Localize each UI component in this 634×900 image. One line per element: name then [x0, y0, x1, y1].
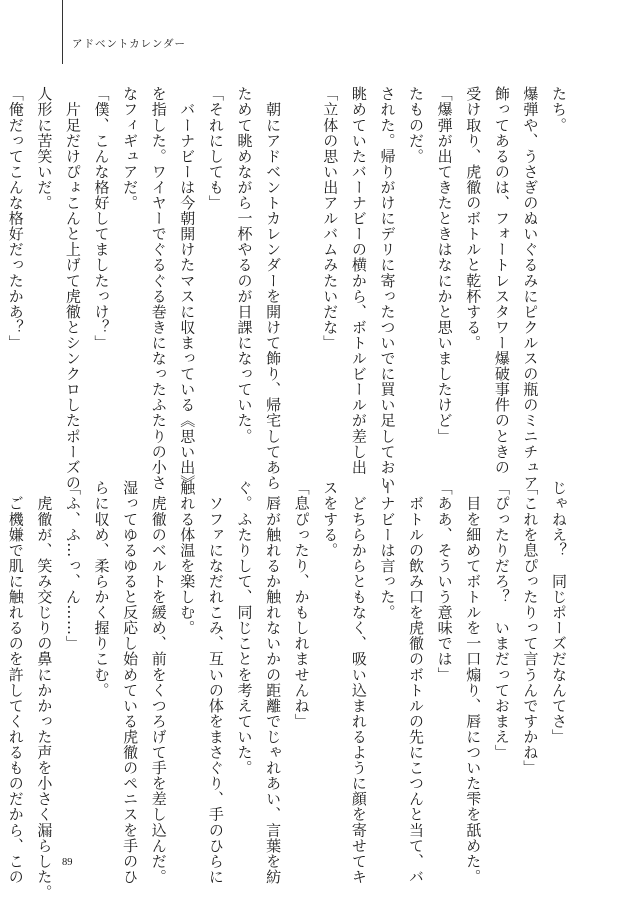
- text-line: ーナビーは言った。: [378, 480, 397, 620]
- upper-text-block: [6, 86, 573, 491]
- text-line: [287, 86, 316, 446]
- text-line: 「爆弾が出てきたときはなにかと思いましたけど」: [435, 86, 454, 444]
- text-line: 人形に苦笑いだ。: [35, 86, 54, 211]
- text-line: [0, 86, 1, 446]
- text-line: どちらからともなく、吸い込まれるように顔を寄せてキ: [349, 480, 368, 885]
- text-line: 「これを息ぴったりって言うんですかね」: [521, 480, 540, 776]
- page-number: 89: [62, 857, 73, 868]
- text-line: 「ふ、ふ…っ、ん……」: [63, 480, 82, 652]
- text-line: 朝にアドベントカレンダーを開けて飾り、帰宅してあら: [264, 86, 283, 491]
- text-line: 「俺だってこんな格好だったかあ？」: [6, 86, 25, 351]
- running-title: アドベントカレンダー: [72, 38, 187, 50]
- text-line: 目を細めてボトルを一口煽り、唇についた雫を舐めた。: [464, 480, 483, 885]
- text-line: 湿ってゆるゆると反応し始めている虎徹のペニスを手のひ: [121, 480, 140, 885]
- text-line: 「息ぴったり、かもしれませんね」: [292, 480, 311, 729]
- text-line: 片足だけぴょこんと上げて虎徹とシンクロしたポーズの: [63, 86, 82, 491]
- text-line: 虎徹のベルトを緩め、前をくつろげて手を差し込んだ。: [149, 480, 168, 885]
- text-line: バーナビーは今朝開けたマスに収まっている《思い出》: [178, 86, 197, 491]
- text-line: たものだ。: [407, 86, 426, 164]
- text-line: 「ぴったりだろ？ いまだっておまえ」: [492, 480, 511, 760]
- text-line: スをする。: [321, 480, 340, 558]
- text-line: らに収め、柔らかく握りこむ。: [92, 480, 111, 698]
- text-line: 「僕、こんな格好してましたっけ？」: [92, 86, 111, 351]
- text-line: 「ああ、そういう意味では」: [435, 480, 454, 683]
- text-line: 虎徹が、笑み交じりの鼻にかかった声を小さく漏らした。: [35, 480, 54, 900]
- text-line: じゃねえ？ 同じポーズだなんてさ」: [550, 480, 568, 745]
- text-line: された。帰りがけにデリに寄ったついでに買い足しておい: [378, 86, 397, 491]
- text-line: ためて眺めながら一杯やるのが日課になっていた。: [235, 86, 254, 444]
- text-line: ソファになだれこみ、互いの体をまさぐり、手のひらに: [206, 480, 225, 885]
- text-line: 「それにしても」: [206, 86, 225, 211]
- text-line: [0, 480, 1, 842]
- header-rule: [62, 0, 63, 64]
- text-line: なフィギュアだ。: [121, 86, 140, 211]
- text-line: たち。: [550, 86, 568, 133]
- text-line: 受け取り、虎徹のボトルと乾杯する。: [464, 86, 483, 351]
- text-line: 眺めていたバーナビーの横から、ボトルビールが差し出: [349, 86, 368, 475]
- text-line: 「立体の思い出アルバムみたいだな」: [321, 86, 340, 351]
- text-line: を指した。ワイヤーでぐるぐる巻きになったふたりの小さ: [149, 86, 168, 491]
- text-line: 唇が触れるか触れないかの距離でじゃれあい、言葉を紡: [264, 480, 283, 885]
- text-line: 触れる体温を楽しむ。: [178, 480, 197, 636]
- text-line: ボトルの飲み口を虎徹のボトルの先にこつんと当て、バ: [407, 480, 426, 885]
- text-line: ご機嫌で肌に触れるのを許してくれるものだから、この: [6, 480, 25, 885]
- text-line: 爆弾や、うさぎのぬいぐるみにピクルスの瓶のミニチュア: [521, 86, 540, 491]
- text-line: ぐ。ふたりして、同じことを考えていた。: [235, 480, 254, 776]
- text-line: 飾ってあるのは、フォートレスタワー爆破事件のときの: [492, 86, 511, 475]
